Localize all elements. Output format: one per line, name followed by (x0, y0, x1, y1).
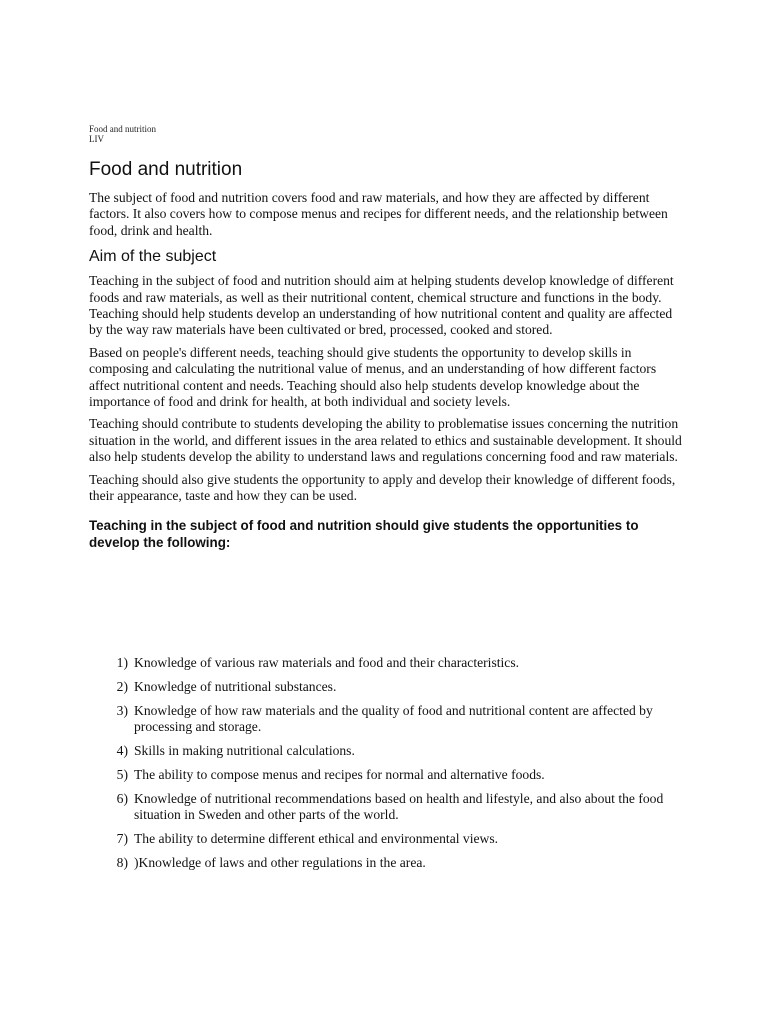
list-item (89, 655, 689, 671)
intro-paragraph: The subject of food and nutrition covers food and raw materials, and how they are affected by different factors. It also covers how to compose menus and recipes for different needs, and the relationship between food, drink and health. (89, 190, 668, 238)
list-item-number: 7) (116, 831, 128, 847)
list-item-number: 3) (116, 702, 128, 718)
aim-paragraph-2: Based on people's different needs, teaching should give students the opportunity to develop skills in composing and calculating the nutritional value of menus, and an understanding of how different factors affect nutritional content and needs. Teaching should also help students develop knowledge about the importance of food and drink for health, at both individual and society levels. (89, 344, 657, 410)
goals-lead: Teaching in the subject of food and nutrition should give students the opportunities to develop the following: (89, 517, 639, 550)
header-line-1: Food and nutrition (89, 124, 156, 134)
document-page (89, 124, 689, 871)
list-item-text: The ability to determine different ethical and environmental views. (134, 831, 499, 847)
list-item-text: )Knowledge of laws and other regulations in the area. (134, 855, 426, 871)
list-item-text: Knowledge of nutritional substances. (134, 678, 337, 694)
list-item-number: 2) (116, 678, 128, 694)
list-item-text: Knowledge of how raw materials and the quality of food and nutritional content are affected by processing and storage. (134, 702, 653, 735)
goals-list (89, 655, 689, 879)
aim-heading: Aim of the subject (89, 248, 217, 266)
list-item-number: 1) (116, 655, 128, 670)
list-item (89, 679, 689, 695)
list-item (89, 855, 689, 871)
list-item-number: 6) (116, 790, 128, 806)
list-item (89, 767, 689, 783)
aim-paragraph-4: Teaching should also give students the opportunity to apply and develop their knowledge of different foods, their appearance, taste and how they can be used. (89, 471, 676, 504)
list-item-text: The ability to compose menus and recipes for normal and alternative foods. (134, 767, 545, 783)
header-line-2: LIV (89, 134, 104, 144)
list-item (89, 831, 689, 847)
running-header (89, 124, 689, 144)
aim-paragraph-3: Teaching should contribute to students developing the ability to problematise issues concerning the nutrition situation in the world, and different issues in the area related to ethics and sustainable development. It should also help students develop the ability to understand laws and regulations concerning food and raw materials. (89, 416, 682, 465)
list-item-number: 4) (116, 743, 128, 759)
aim-paragraph-1: Teaching in the subject of food and nutrition should aim at helping students develop knowledge of different foods and raw materials, as well as their nutritional content, chemical structure and functions in the body. Teaching should help students develop an understanding of how nutritional content and quality are affected by the way raw materials have been cultivated or bred, processed, cooked and stored. (89, 273, 674, 338)
page-title: Food and nutrition (89, 159, 243, 180)
list-item (89, 743, 689, 759)
list-item (89, 791, 689, 824)
list-item-text: Skills in making nutritional calculations. (134, 743, 355, 759)
list-item-text: Knowledge of various raw materials and food and their characteristics. (134, 655, 520, 670)
list-item-number: 5) (116, 767, 128, 783)
list-item-text: Knowledge of nutritional recommendations based on health and lifestyle, and also about the food situation in Sweden and other parts of the world. (134, 790, 664, 823)
list-item (89, 703, 689, 736)
list-item-number: 8) (116, 855, 128, 871)
